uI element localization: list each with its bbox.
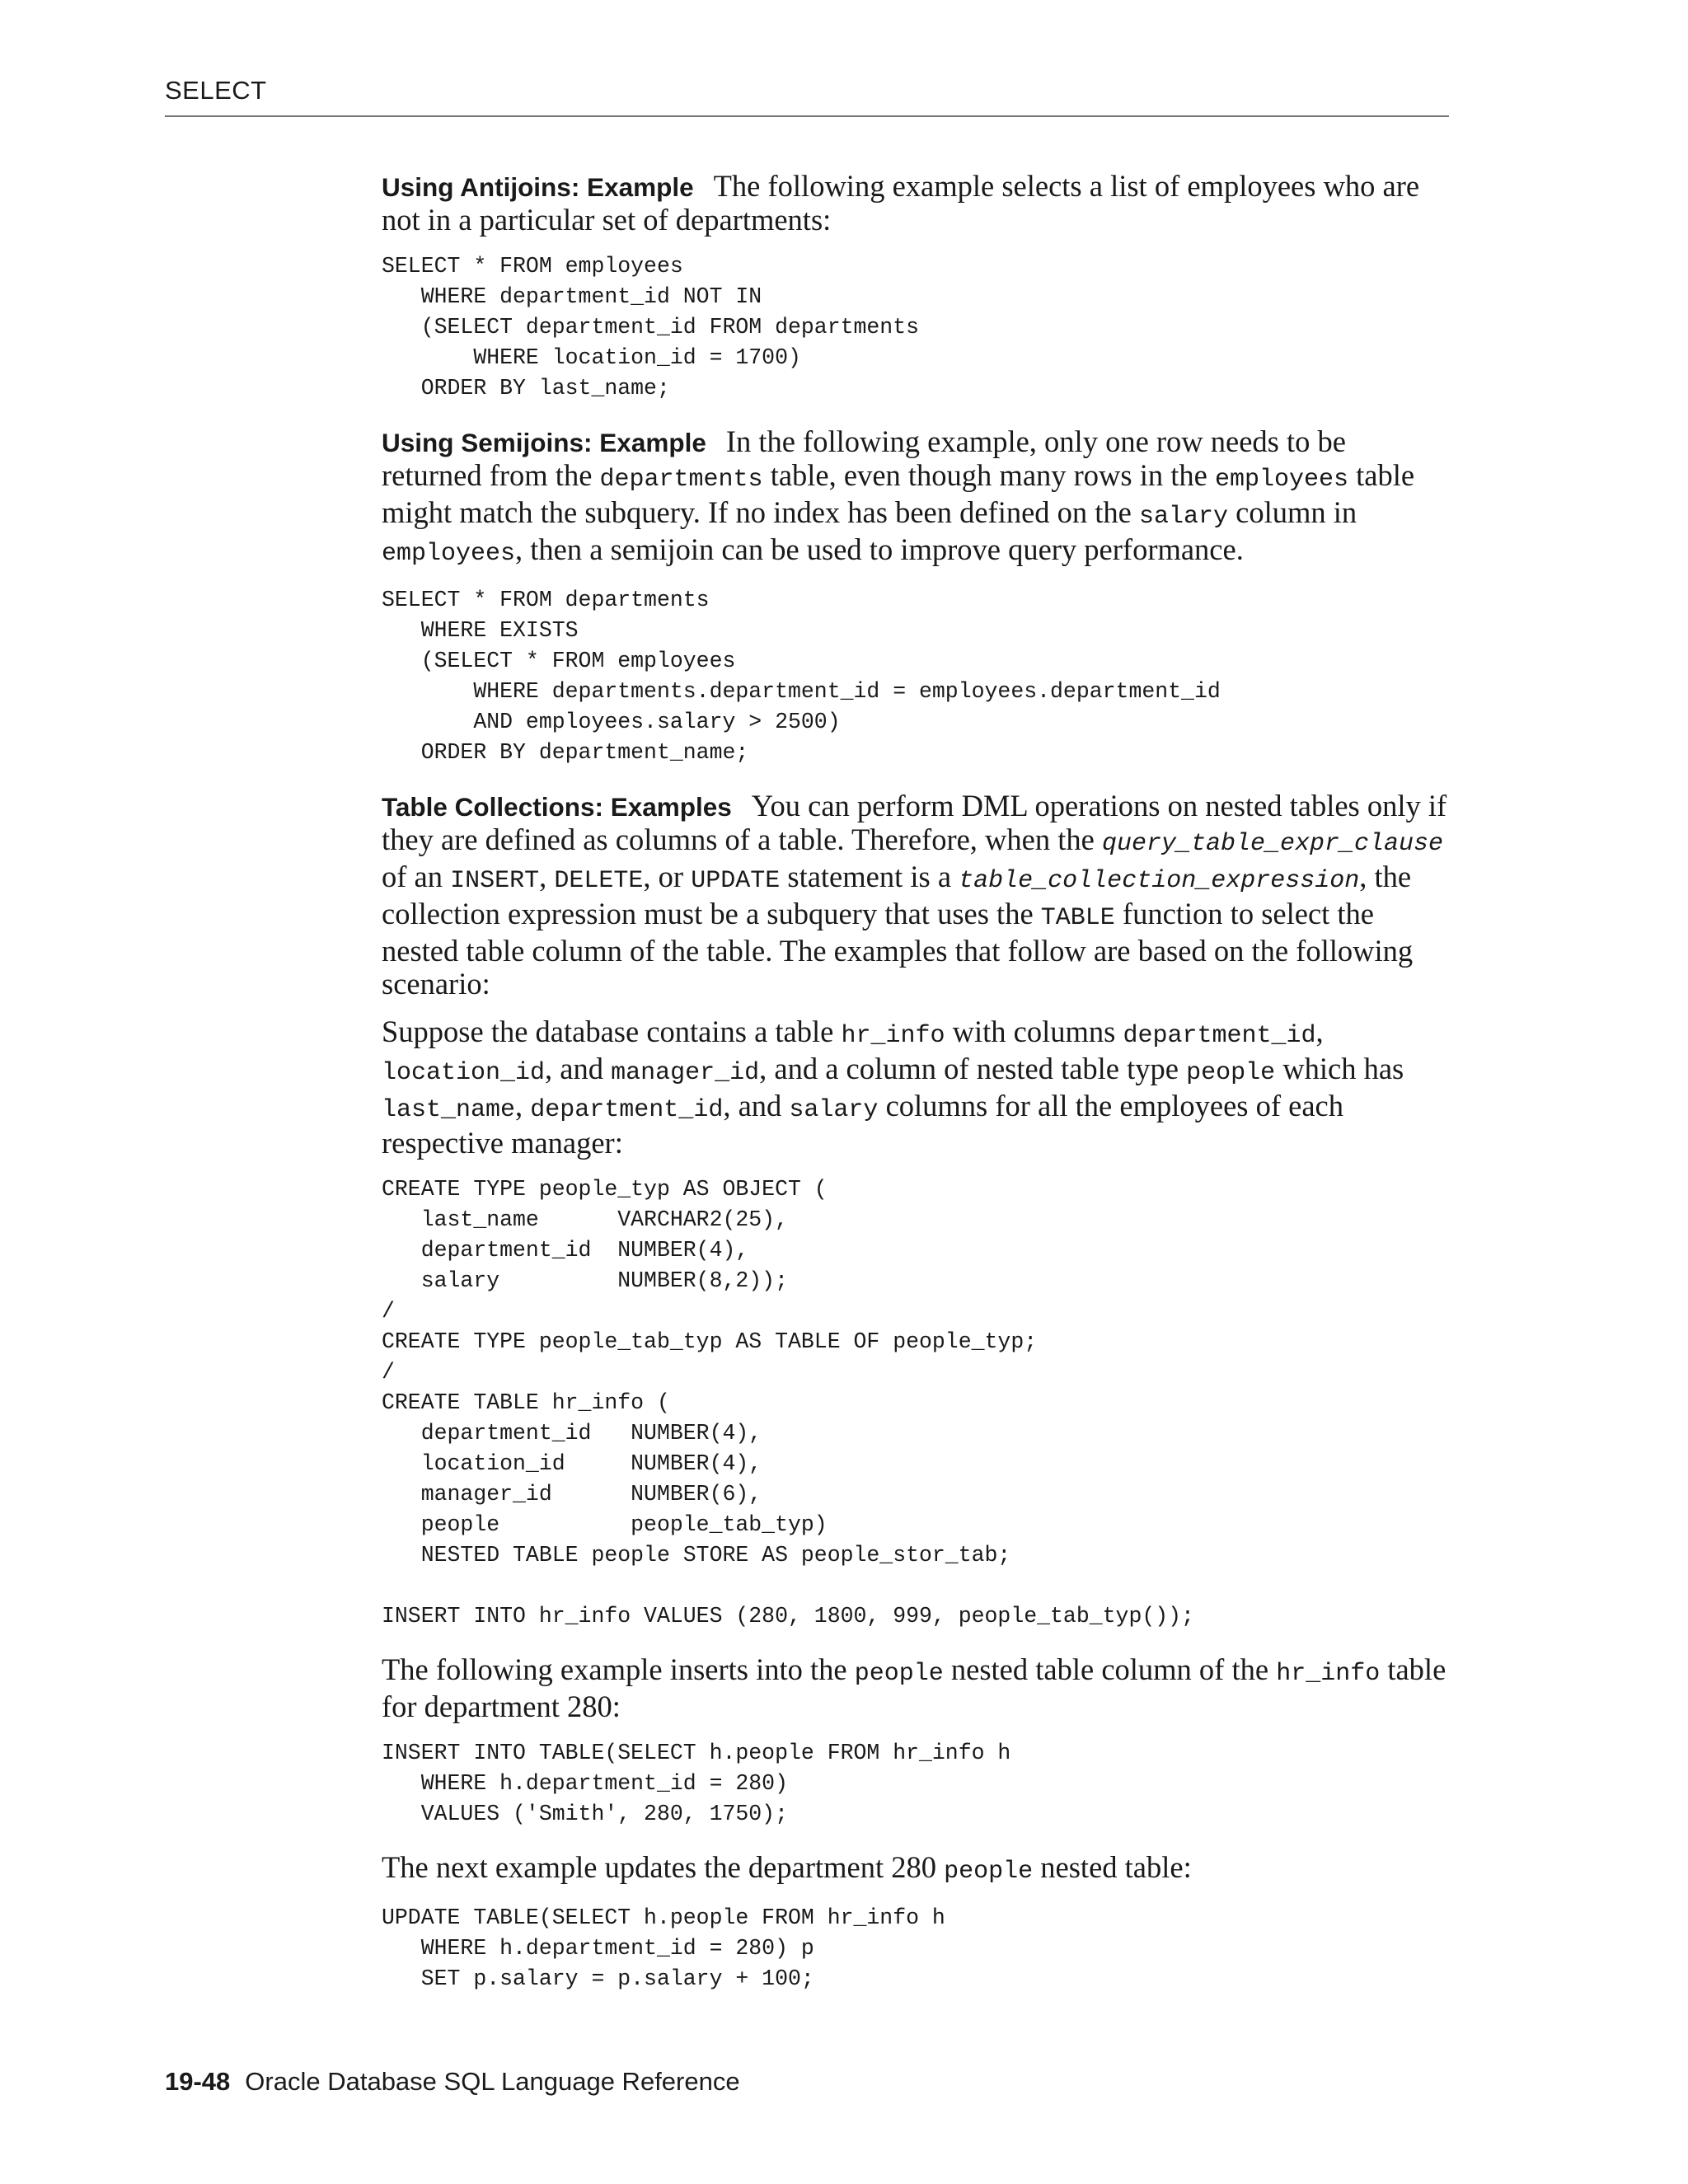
collections-text: You can perform DML operations on nested tables only if they are defined as columns of a table. Therefore, when the: [382, 789, 1447, 856]
inline-code: last_name: [382, 1096, 516, 1124]
collections-heading: Table Collections: Examples: [382, 792, 732, 822]
inline-code: employees: [1214, 466, 1349, 494]
inline-code: INSERT: [450, 867, 540, 895]
suppose-text: , and: [545, 1052, 612, 1085]
collections-text: ,: [539, 860, 555, 893]
inline-code: salary: [1139, 503, 1229, 531]
inline-code: people: [854, 1660, 944, 1688]
suppose-text: , and a column of nested table type: [759, 1052, 1187, 1085]
collections-text: , the collection expression must be a subquery that uses the: [382, 860, 1412, 930]
suppose-text: ,: [515, 1089, 531, 1122]
page-footer: [165, 2067, 740, 2097]
inline-code: departments: [599, 466, 763, 494]
semijoins-heading: Using Semijoins: Example: [382, 428, 706, 457]
inline-code: TABLE: [1040, 904, 1115, 932]
semijoins-code-block: SELECT * FROM departments WHERE EXISTS (SELECT * FROM employees WHERE departments.department_id = employees.department_id AND employees.salary > 2500) ORDER BY department_name;: [382, 588, 1221, 765]
suppose-text: , and: [723, 1089, 790, 1122]
semijoins-text: table might match the subquery. If no index has been defined on the: [382, 458, 1415, 529]
inline-code: department_id: [530, 1096, 724, 1124]
suppose-text: columns for all the employees of each respective manager:: [382, 1089, 1343, 1160]
insert-text: table for department 280:: [382, 1652, 1447, 1723]
insert-text: The following example inserts into the: [382, 1652, 855, 1686]
inline-code: DELETE: [554, 867, 644, 895]
page-content: [382, 170, 1453, 2016]
inline-code: UPDATE: [691, 867, 781, 895]
collections-paragraph: [382, 790, 1453, 1001]
inline-code: department_id: [1123, 1022, 1316, 1050]
antijoins-paragraph: [382, 170, 1453, 237]
book-title: Oracle Database SQL Language Reference: [245, 2067, 740, 2096]
running-header: SELECT: [165, 76, 267, 105]
inline-code: location_id: [382, 1059, 546, 1087]
inline-code: hr_info: [1276, 1660, 1381, 1688]
header-rule: [165, 115, 1449, 117]
inline-code: salary: [789, 1096, 879, 1124]
inline-code: people: [944, 1858, 1034, 1886]
inline-code-italic: table_collection_expression: [959, 867, 1360, 895]
inline-code: employees: [382, 540, 516, 568]
page-number: 19-48: [165, 2067, 231, 2096]
semijoins-text: column in: [1228, 495, 1357, 529]
inline-code: people: [1186, 1059, 1276, 1087]
semijoins-paragraph: [382, 425, 1453, 570]
inline-code: hr_info: [841, 1022, 945, 1050]
suppose-paragraph: [382, 1015, 1453, 1160]
update-code-block: UPDATE TABLE(SELECT h.people FROM hr_info h WHERE h.department_id = 280) p SET p.salary = p.salary + 100;: [382, 1905, 945, 1991]
collections-text: statement is a: [780, 860, 959, 893]
inline-code: manager_id: [611, 1059, 760, 1087]
insert-text: nested table column of the: [943, 1652, 1277, 1686]
antijoins-text: The following example selects a list of employees who are not in a particular set of departments:: [382, 169, 1420, 237]
semijoins-text: table, even though many rows in the: [762, 458, 1215, 492]
insert-paragraph: [382, 1653, 1453, 1723]
inline-code-italic: query_table_expr_clause: [1101, 830, 1444, 858]
collections-text: , or: [643, 860, 692, 893]
suppose-text: ,: [1315, 1015, 1324, 1048]
update-paragraph: [382, 1851, 1453, 1888]
suppose-text: which has: [1275, 1052, 1404, 1085]
create-types-code-block: CREATE TYPE people_typ AS OBJECT ( last_name VARCHAR2(25), department_id NUMBER(4), salary NUMBER(8,2)); / CREATE TYPE people_tab_typ AS TABLE OF people_typ; / CREATE TABLE hr_info ( department_id NUMBER(4), location_id NUMBER(4), manager_id NUMBER(6), people people_tab_typ) NESTED TABLE people STORE AS people_stor_tab; INSERT INTO hr_info VALUES (280, 1800, 999, people_tab_typ());: [382, 1177, 1194, 1629]
insert-code-block: INSERT INTO TABLE(SELECT h.people FROM hr_info h WHERE h.department_id = 280) VALUES ('Smith', 280, 1750);: [382, 1741, 1011, 1826]
collections-text: of an: [382, 860, 451, 893]
update-text: The next example updates the department 280: [382, 1850, 945, 1884]
antijoins-code-block: SELECT * FROM employees WHERE department_id NOT IN (SELECT department_id FROM departments WHERE location_id = 1700) ORDER BY last_name;: [382, 254, 920, 401]
collections-text: function to select the nested table column of the table. The examples that follow are based on the following scenario:: [382, 897, 1414, 1001]
semijoins-text: In the following example, only one row needs to be returned from the: [382, 424, 1346, 492]
semijoins-text: , then a semijoin can be used to improve query performance.: [515, 532, 1244, 566]
update-text: nested table:: [1033, 1850, 1192, 1884]
suppose-text: Suppose the database contains a table: [382, 1015, 842, 1048]
antijoins-heading: Using Antijoins: Example: [382, 172, 694, 202]
suppose-text: with columns: [945, 1015, 1123, 1048]
